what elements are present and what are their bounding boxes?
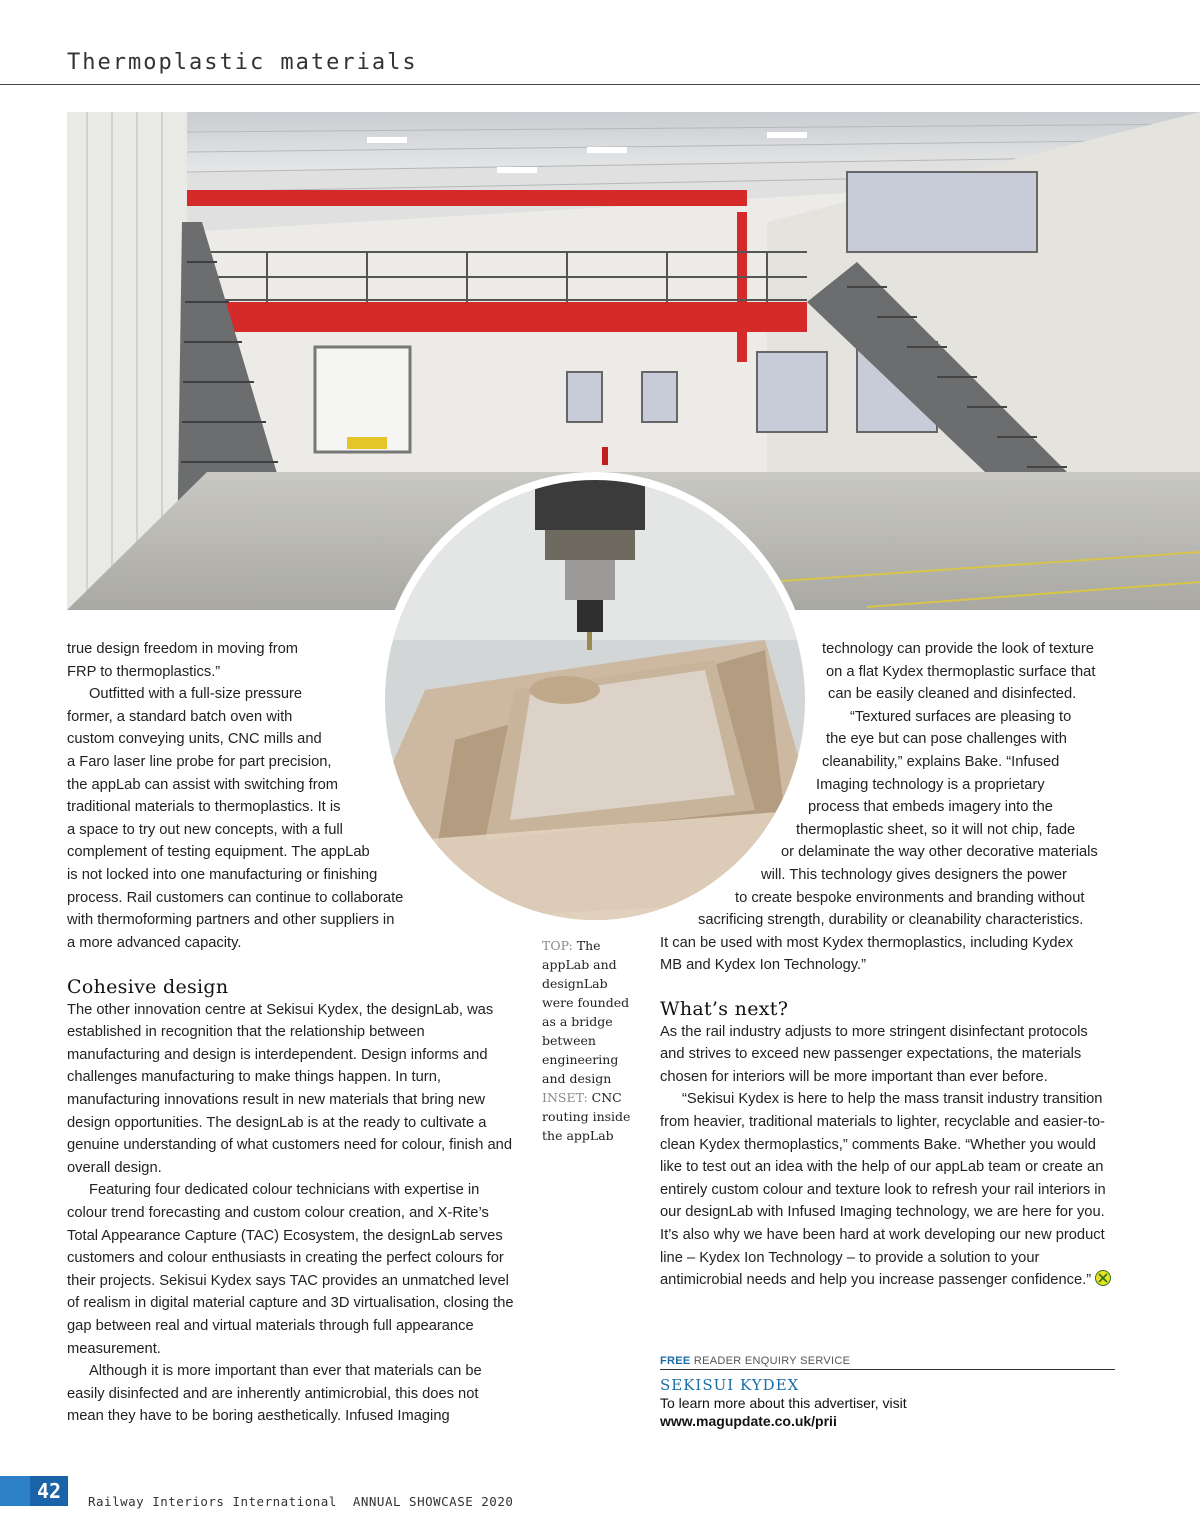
text-line: a Faro laser line probe for part precision, [67, 753, 332, 770]
text-line: process. Rail customers can continue to collaborate [67, 889, 404, 906]
text-line: or delaminate the way other decorative materials [781, 844, 1098, 861]
text-line: former, a standard batch oven with [67, 708, 293, 725]
paragraph [660, 1088, 1115, 1291]
text-line: true design freedom in moving from [67, 641, 299, 657]
text-line: technology can provide the look of texture [822, 641, 1094, 657]
text-line: the appLab can assist with switching from [67, 776, 339, 793]
paragraph: The other innovation centre at Sekisui Kydex, the designLab, was established in recognition that the relationship between manufacturing and design is interdependent. Design informs and challenges manufacturing to make things happen. In turn, manufacturing innovations result in new materials that bring new design opportunities. The designLab is at the ready to cultivate a genuine understanding of what customers need for colour, finish and overall design. [67, 1001, 512, 1176]
text-line: traditional materials to thermoplastics. It is [67, 799, 341, 816]
text-line: is not locked into one manufacturing or finishing [67, 866, 378, 883]
text-line: on a flat Kydex thermoplastic surface that [826, 663, 1096, 680]
right-column [0, 638, 1200, 977]
page-number: 42 [30, 1476, 68, 1506]
text-line: to create bespoke environments and branding without [735, 889, 1085, 906]
text-line: FRP to thermoplastics.” [67, 663, 221, 680]
company-name: SEKISUI KYDEX [660, 1376, 800, 1394]
caption-text: The appLab and designLab were founded as a bridge between engineering and design [542, 938, 630, 1086]
right-column-lower [660, 998, 1115, 1292]
text-line: with thermoforming partners and other suppliers in [67, 912, 395, 929]
text-line: thermoplastic sheet, so it will not chip, fade [796, 821, 1076, 838]
issue-name: ANNUAL SHOWCASE 2020 [352, 1494, 514, 1509]
text-line: can be easily cleaned and disinfected. [828, 686, 1077, 703]
header-rule [0, 84, 1200, 85]
text-line: will. This technology gives designers the power [761, 866, 1067, 883]
caption-key: TOP: [542, 938, 573, 953]
text-line: sacrificing strength, durability or cleanability characteristics. [698, 912, 1084, 929]
end-of-article-icon [1095, 1270, 1111, 1286]
text-line: “Textured surfaces are pleasing to [850, 708, 1072, 725]
service-label: READER ENQUIRY SERVICE [693, 1355, 851, 1367]
caption-key: INSET: [542, 1090, 588, 1105]
caption-inset [542, 1088, 642, 1145]
paragraph-text: “Sekisui Kydex is here to help the mass transit industry transition from heavier, traditional materials to lighter, recyclable and easier-to-clean Kydex thermoplastics,” comments Bake. “Whether you would like to test out an idea with the help of our appLab team or create an entirely custom colour and texture look to refresh your rail interiors in our designLab with Infused Imaging technology, we are here for you. It’s also why we have been hard at work developing our new product line – Kydex Ion Technology – to provide a solution to your antimicrobial needs and help you increase passenger confidence.” [660, 1091, 1106, 1289]
text-line: a space to try out new concepts, with a full [67, 821, 343, 838]
reader-enquiry-box [660, 1355, 1115, 1430]
text-line: Outfitted with a full-size pressure [89, 686, 303, 703]
footer-publication [88, 1494, 513, 1509]
subheading-cohesive-design: Cohesive design [67, 976, 229, 998]
text-line: complement of testing equipment. The appLab [67, 844, 370, 861]
text-line: It can be used with most Kydex thermoplastics, including Kydex [660, 934, 1074, 951]
publication-name: Railway Interiors International [88, 1494, 337, 1509]
free-label: FREE [660, 1355, 691, 1367]
text-line: a more advanced capacity. [67, 934, 242, 951]
page-tab-accent [0, 1476, 30, 1506]
enquiry-header [660, 1355, 1115, 1370]
left-column-lower [67, 976, 517, 1428]
caption-text: CNC routing inside the appLab [542, 1090, 631, 1143]
paragraph: As the rail industry adjusts to more stringent disinfectant protocols and strives to exceed new passenger expectations, the materials chosen for interiors will be more important than ever before. [660, 1023, 1088, 1085]
enquiry-link[interactable]: www.magupdate.co.uk/prii [660, 1413, 837, 1429]
text-line: process that embeds imagery into the [808, 799, 1053, 816]
section-title: Thermoplastic materials [67, 50, 418, 75]
paragraph: Featuring four dedicated colour technicians with expertise in colour trend forecasting and custom colour creation, and X-Rite’s Total Appearance Capture (TAC) Ecosystem, the designLab serves customers and colour enthusiasts in creating the perfect colours for their projects. Sekisui Kydex says TAC provides an unmatched level of realism in digital material capture and 3D virtualisation, closing the gap between real and virtual materials through full appearance measurement. [67, 1182, 514, 1357]
text-line: cleanability,” explains Bake. “Infused [822, 753, 1060, 770]
text-line: MB and Kydex Ion Technology.” [660, 957, 867, 974]
subheading-whats-next: What’s next? [660, 998, 789, 1020]
text-line: Imaging technology is a proprietary [816, 776, 1045, 793]
text-line: custom conveying units, CNC mills and [67, 731, 322, 748]
paragraph: Although it is more important than ever that materials can be easily disinfected and are inherently antimicrobial, this does not mean they have to be boring aesthetically. Infused Imaging [67, 1363, 482, 1425]
enquiry-text: To learn more about this advertiser, visit [660, 1395, 907, 1411]
text-line: the eye but can pose challenges with [826, 731, 1067, 748]
